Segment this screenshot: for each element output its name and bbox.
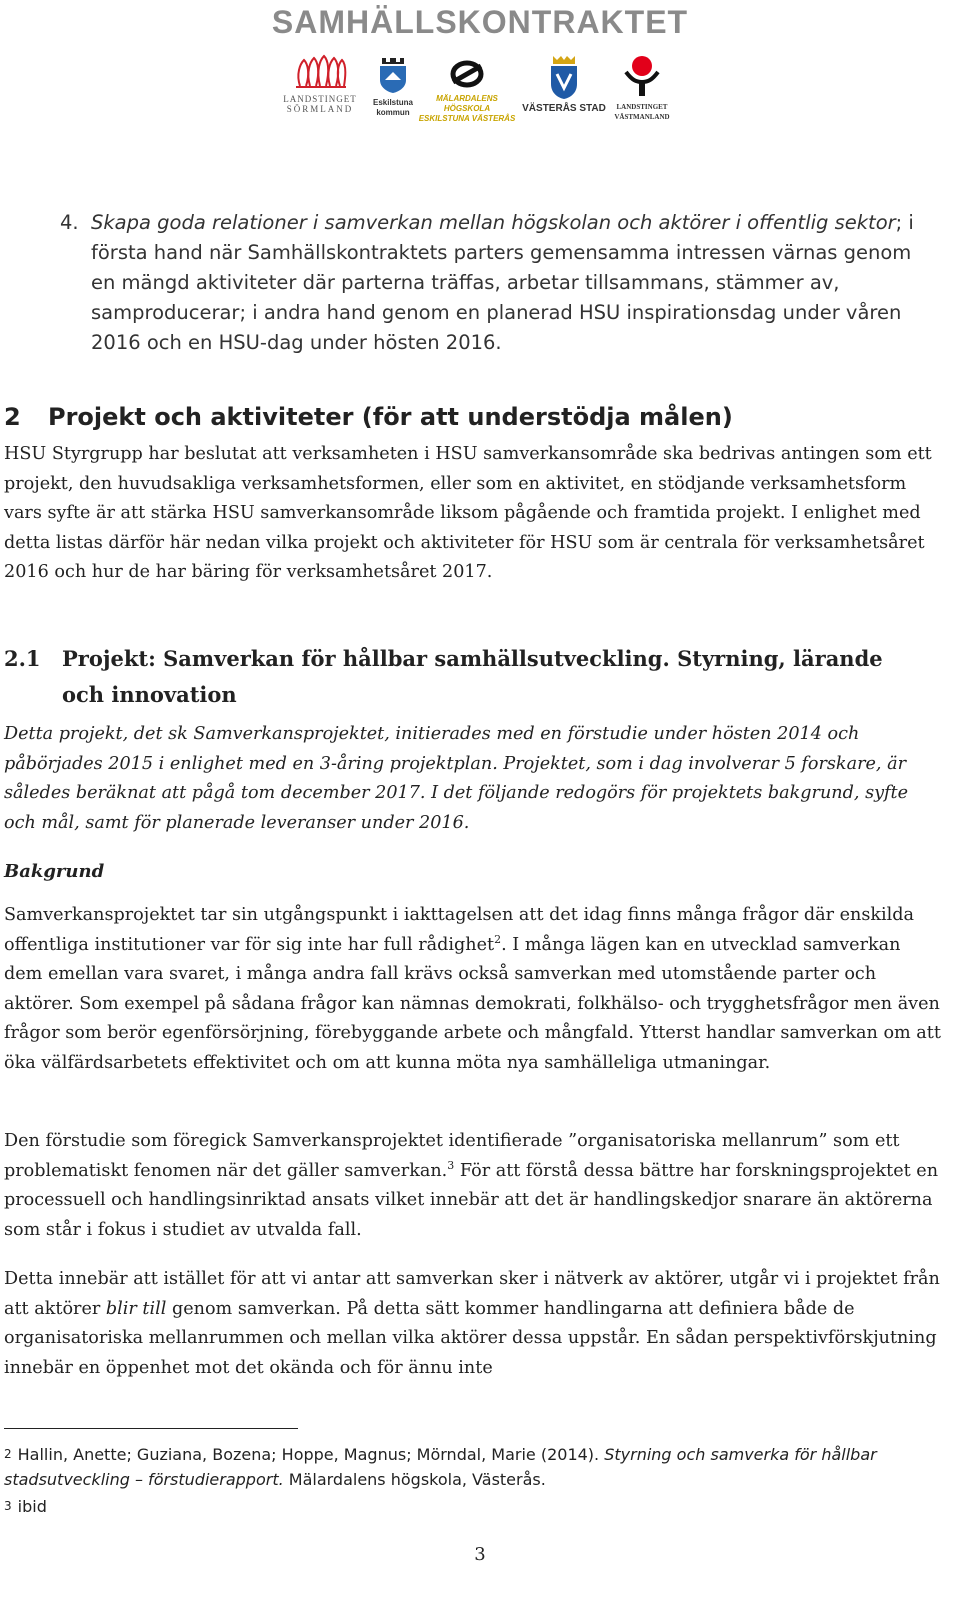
logo-caption: VÄSTMANLAND	[614, 113, 670, 121]
list-item-text	[91, 208, 940, 358]
paragraph-text: Den förstudie som föregick Samverkansprojektet identifierade ”organisatoriska mellanrum” som ett problematiskt fenomen när det gäller samverkan.	[4, 1131, 900, 1181]
partner-logos	[270, 54, 690, 124]
section-2-1-intro: Detta projekt, det sk Samverkansprojektet, initierades med en förstudie under hösten 2014 och påbörjades 2015 i enlighet med en 3-åring projektplan. Projektet, som i dag involverar 5 forskare, är således beräknat att pågå tom december 2017. I det följande redogörs för projektets bakgrund, syfte och mål, samt för planerade leveranser under 2016.	[4, 724, 909, 833]
logo-caption: Eskilstuna	[372, 98, 413, 107]
background-paragraph-3	[4, 1265, 944, 1383]
eskilstuna-shield-icon	[376, 54, 410, 94]
footnote-separator	[4, 1428, 298, 1429]
footnote-ref[interactable]: 2	[494, 932, 502, 946]
footnote-text: ibid	[17, 1497, 47, 1516]
paragraph-text: Detta innebär att istället för att vi antar att samverkan sker i nätverk av aktörer, utgår vi i projektet från att aktörer	[4, 1269, 940, 1319]
sormland-flower-icon	[292, 54, 348, 90]
section-title: Projekt: Samverkan för hållbar samhällsutveckling. Styrning, lärande och innovation	[62, 646, 883, 707]
section-title: Projekt och aktiviteter (för att understödja målen)	[48, 403, 733, 431]
vasteras-shield-icon	[547, 54, 581, 100]
landstinget-sormland-logo	[270, 54, 370, 114]
footnote-title: Styrning och samverka för hållbar stadsutveckling – förstudierapport.	[4, 1445, 877, 1489]
logo-caption: kommun	[376, 108, 410, 117]
background-paragraph-1	[4, 901, 944, 1079]
logo-caption: VÄSTERÅS STAD	[522, 103, 606, 114]
logo-caption: ESKILSTUNA VÄSTERÅS	[418, 114, 516, 123]
logo-caption: SÖRMLAND	[286, 104, 354, 114]
list-item-body: ; i första hand när Samhällskontraktets parters gemensamma intressen värnas genom en mängd aktiviteter där parterna träffas, arbetar tillsammans, stämmer av, samproducerar; i andra hand genom en planerad HSU inspirationsdag under våren 2016 och en HSU-dag under hösten 2016.	[91, 211, 914, 354]
paragraph-text: Samverkansprojektet tar sin utgångspunkt i iakttagelsen att det idag finns många frågor där enskilda offentliga institutioner var för sig inte har full rådighet	[4, 905, 915, 955]
section-number: 2	[4, 403, 21, 431]
list-item-4	[60, 208, 940, 358]
footnote-3	[4, 1494, 934, 1519]
section-number: 2.1	[4, 646, 41, 671]
section-2-1-heading	[4, 641, 924, 713]
footnote-text: Mälardalens högskola, Västerås.	[283, 1470, 546, 1489]
footnote-mark: 3	[4, 1499, 12, 1513]
paragraph-text: genom samverkan. På detta sätt kommer handlingarna att definiera både de organisatoriska mellanrummen och mellan vilka aktörer dessa uppstår. En sådan perspektivförskjutning innebär en öppenhet mot det okända och för ännu inte	[4, 1298, 937, 1378]
vastmanland-figure-icon	[622, 54, 662, 98]
bakgrund-heading: Bakgrund	[4, 861, 105, 882]
footnote-text: Hallin, Anette; Guziana, Bozena; Hoppe, Magnus; Mörndal, Marie (2014).	[17, 1445, 605, 1464]
landstinget-vastmanland-logo	[610, 54, 674, 122]
list-number: 4.	[60, 211, 79, 234]
footnote-2	[4, 1442, 934, 1492]
mdh-symbol-icon	[447, 54, 487, 90]
section-2-paragraph: HSU Styrgrupp har beslutat att verksamheten i HSU samverkansområde ska bedrivas antingen som ett projekt, den huvudsakliga verksamhetsformen, eller som en aktivitet, en stödjande verksamhetsform vars syfte är att stärka HSU samverkansområde liksom pågående och framtida projekt. I enlighet med detta listas därför här nedan vilka projekt och aktiviteter för HSU som är centrala för verksamhetsåret 2016 och hur de har bäring för verksamhetsåret 2017.	[4, 444, 932, 583]
footnote-mark: 2	[4, 1447, 12, 1461]
malardalens-hogskola-logo	[418, 54, 516, 124]
page-number: 3	[474, 1544, 486, 1565]
list-item-emphasis: Skapa goda relationer i samverkan mellan högskolan och aktörer i offentlig sektor	[91, 211, 896, 234]
logo-caption: LANDSTINGET	[283, 94, 357, 104]
paragraph-emphasis: blir till	[105, 1298, 167, 1319]
section-2-heading	[4, 403, 733, 431]
footnote-ref[interactable]: 3	[447, 1158, 455, 1172]
logo-caption: LANDSTINGET	[616, 103, 668, 111]
logo-caption: MÄLARDALENS HÖGSKOLA	[436, 94, 498, 113]
vasteras-stad-logo	[518, 54, 610, 114]
eskilstuna-kommun-logo	[370, 54, 416, 118]
paragraph-text: För att förstå dessa bättre har forskningsprojektet en processuell och handlingsinriktad ansats vilket innebär att det är handlingskedjor snarare än aktörerna som står i fokus i studiet av utvalda fall.	[4, 1160, 939, 1240]
background-paragraph-2	[4, 1127, 944, 1245]
paragraph-text: . I många lägen kan en utvecklad samverkan dem emellan vara svaret, i många andra fall krävs också samverkan med utomstående parter och aktörer. Som exempel på sådana frågor kan nämnas demokrati, folkhälso- och trygghetsfrågor men även frågor som berör egenförsörjning, förebyggande arbete och mångfald. Ytterst handlar samverkan om att öka välfärdsarbetets effektivitet och om att kunna möta nya samhälleliga utmaningar.	[4, 934, 941, 1073]
samhallskontraktet-logo: SAMHÄLLSKONTRAKTET	[271, 4, 689, 40]
